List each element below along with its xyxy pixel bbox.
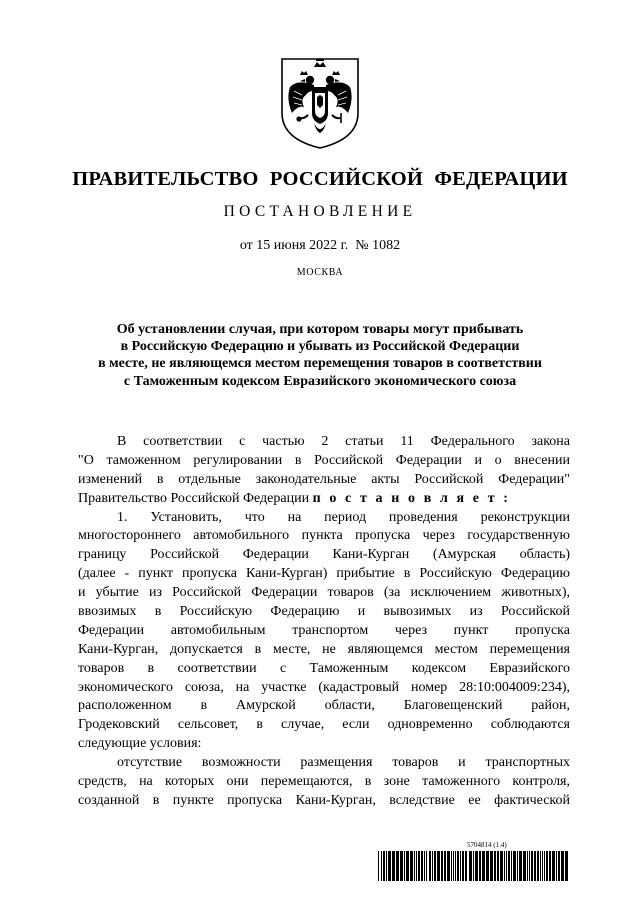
body-line: созданной в пункте пропуска Кани-Курган, вследствие ее фактической — [78, 792, 570, 808]
body-line: Федерации автомобильным транспортом через пункт пропуска — [78, 622, 570, 638]
body-text: Правительство Российской Федерации — [78, 490, 310, 506]
body-line: границу Российской Федерации Кани-Курган (Амурская область) — [78, 547, 570, 563]
barcode-id: 5704814 (1.4) — [467, 841, 507, 849]
document-body — [78, 433, 570, 811]
document-heading — [70, 321, 570, 390]
document-city: МОСКВА — [296, 267, 344, 278]
heading-line: в месте, не являющемся местом перемещения товаров в соответствии — [98, 356, 542, 372]
body-line: многостороннего автомобильного пункта пропуска через государственную — [78, 528, 570, 544]
heading-line: Об установлении случая, при котором товары могут прибывать — [116, 322, 524, 337]
body-line: изменений в отдельные законодательные акты Российской Федерации" — [78, 471, 570, 487]
body-line: экономического союза, на участке (кадастровый номер 28:10:004009:234), — [78, 679, 570, 695]
body-line: следующие условия: — [78, 736, 202, 752]
russian-coat-of-arms-icon — [278, 55, 362, 151]
document-date-number: от 15 июня 2022 г. № 1082 — [239, 238, 401, 253]
government-title: ПРАВИТЕЛЬСТВО РОССИЙСКОЙ ФЕДЕРАЦИИ — [72, 168, 568, 190]
barcode-icon — [378, 851, 568, 881]
body-line: Гродековский сельсовет, в случае, если одновременно соблюдаются — [78, 717, 570, 733]
body-line: Кани-Курган, допускается в месте, не являющемся местом перемещения — [78, 641, 570, 657]
resolves-word: п о с т а н о в л я е т : — [312, 490, 511, 506]
heading-line: в Российскую Федерацию и убывать из Российской Федерации — [120, 339, 520, 355]
body-line: "О таможенном регулировании в Российской Федерации и о внесении — [78, 452, 570, 468]
body-line: отсутствие возможности размещения товаров и транспортных — [117, 755, 570, 771]
body-line — [78, 490, 570, 509]
body-line: 1. Установить, что на период проведения реконструкции — [117, 509, 570, 525]
body-line: средств, на которых они перемещаются, в зоне таможенного контроля, — [78, 774, 570, 790]
document-type: ПОСТАНОВЛЕНИЕ — [223, 203, 417, 220]
body-line: ввозимых в Российскую Федерацию и вывозимых из Российской — [78, 604, 570, 620]
body-line: В соответствии с частью 2 статьи 11 Федерального закона — [117, 434, 570, 449]
body-line: и убытие из Российской Федерации товаров (за исключением животных), — [78, 585, 570, 601]
heading-line: с Таможенным кодексом Евразийского экономического союза — [123, 373, 517, 389]
body-line: расположенном в Амурской области, Благовещенский район, — [78, 698, 570, 714]
body-line: товаров в соответствии с Таможенным кодексом Евразийского — [78, 660, 570, 676]
body-line: (далее - пункт пропуска Кани-Курган) прибытие в Российскую Федерацию — [78, 566, 570, 582]
